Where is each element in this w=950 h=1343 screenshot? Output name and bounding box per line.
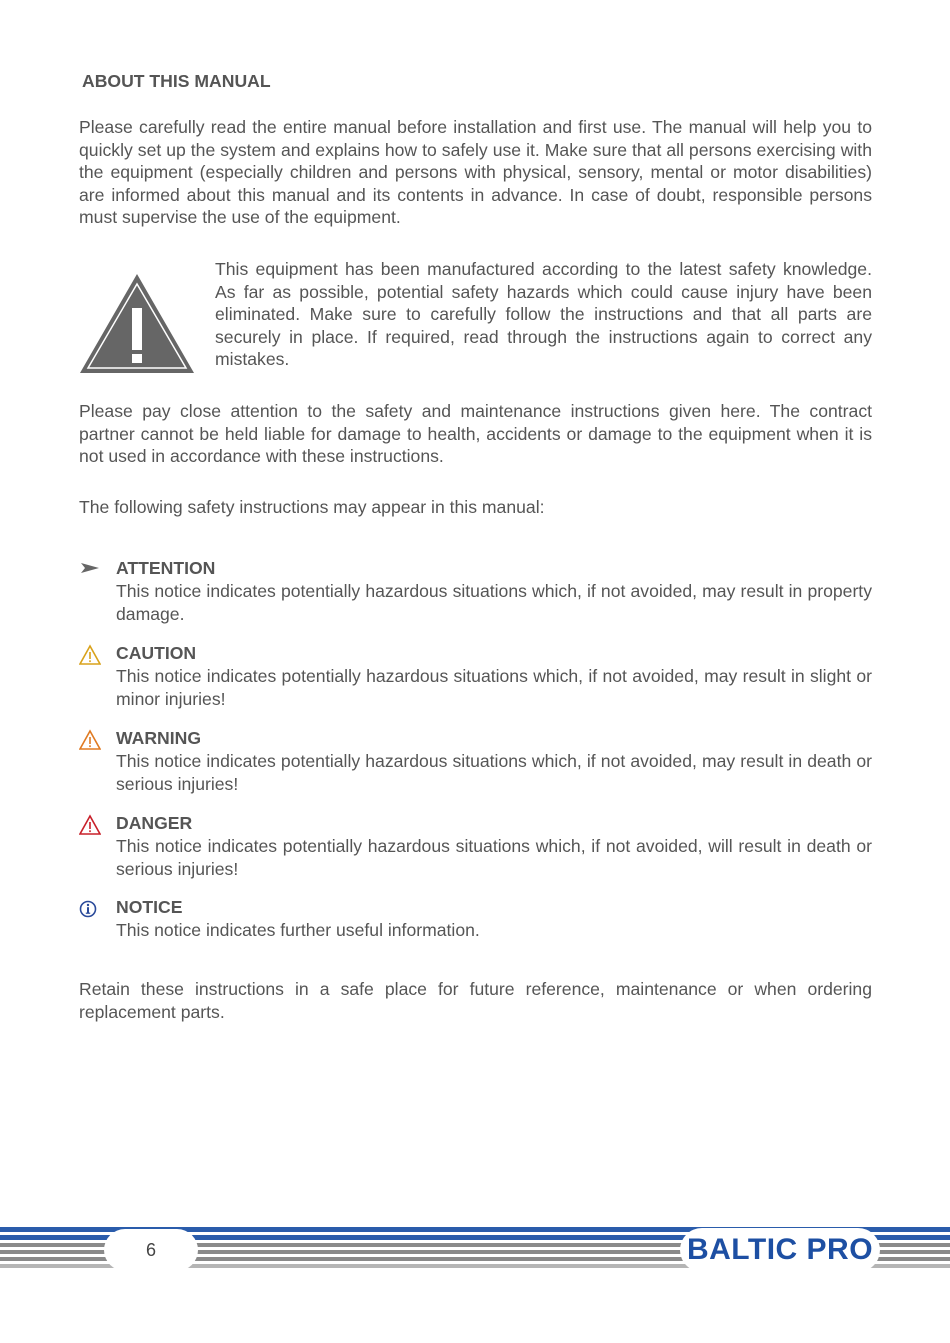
notice-warning — [79, 727, 872, 797]
retain-paragraph: Retain these instructions in a safe place for future reference, maintenance or when ordering replacement parts. — [79, 979, 872, 1022]
liability-paragraph: Please pay close attention to the safety and maintenance instructions given here. The contract partner cannot be held liable for damage to health, accidents or damage to the equipment when it is not used in accordance with these instructions. — [79, 401, 872, 467]
large-warning-triangle-icon — [78, 272, 196, 376]
notice-text: This notice indicates potentially hazardous situations which, if not avoided, may result in death or serious injuries! — [116, 751, 872, 794]
notice-label: NOTICE — [116, 897, 183, 917]
arrow-icon — [79, 559, 101, 581]
following-instructions-paragraph: The following safety instructions may appear in this manual: — [79, 497, 545, 517]
notice-caution — [79, 642, 872, 712]
brand-logo: BALTIC PRO — [686, 1233, 874, 1266]
notice-label: CAUTION — [116, 643, 197, 663]
notice-text: This notice indicates potentially hazardous situations which, if not avoided, may result in slight or minor injuries! — [116, 666, 872, 709]
info-icon — [79, 898, 101, 920]
section-title: ABOUT THIS MANUAL — [82, 71, 271, 91]
notice-text: This notice indicates potentially hazardous situations which, if not avoided, may result in property damage. — [116, 581, 872, 624]
danger-triangle-icon — [79, 814, 101, 836]
notice-label: ATTENTION — [116, 558, 216, 578]
notice-danger — [79, 812, 872, 882]
intro-paragraph: Please carefully read the entire manual before installation and first use. The manual will help you to quickly set up the system and explains how to safely use it. Make sure that all persons exercising with the equipment (especially children and persons with physical, sensory, mental or motor disabilities) are informed about this manual and its contents in advance. In case of doubt, responsible persons must supervise the use of the equipment. — [79, 117, 872, 228]
notice-info — [79, 896, 872, 944]
page-number: 6 — [145, 1240, 156, 1260]
notice-text: This notice indicates further useful information. — [116, 920, 480, 940]
safety-knowledge-paragraph: This equipment has been manufactured according to the latest safety knowledge. As far as possible, potential safety hazards which could cause injury have been eliminated. Make sure to carefully follow the instructions and that all parts are securely in place. If required, read through the instructions again to correct any mistakes. — [215, 259, 872, 370]
notice-attention — [79, 557, 872, 627]
warning-triangle-icon — [79, 729, 101, 751]
caution-triangle-icon — [79, 644, 101, 666]
notice-label: DANGER — [116, 813, 193, 833]
notice-text: This notice indicates potentially hazardous situations which, if not avoided, will result in death or serious injuries! — [116, 836, 872, 879]
notice-label: WARNING — [116, 728, 202, 748]
